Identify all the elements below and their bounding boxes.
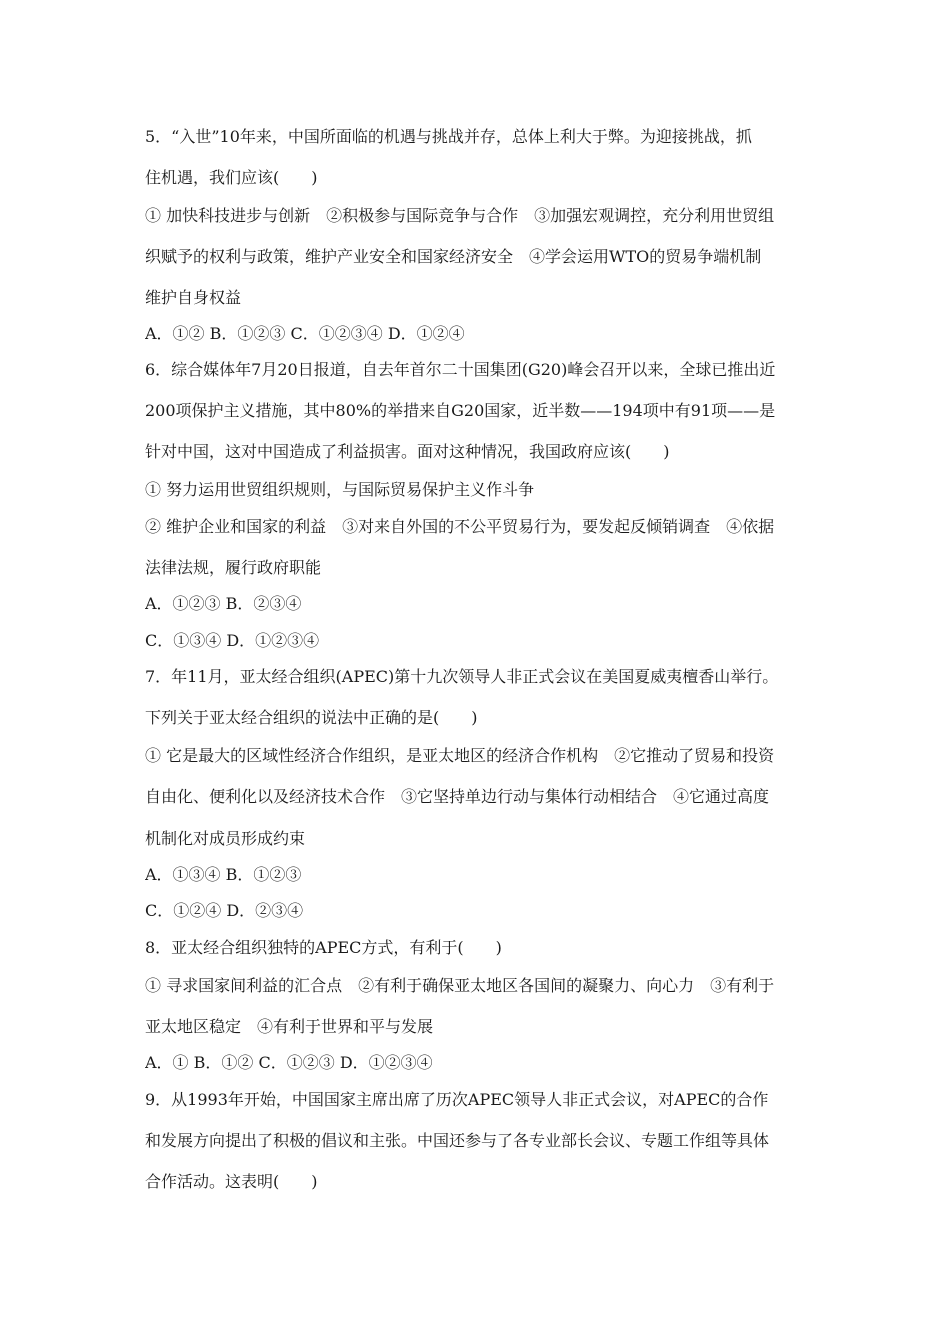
question-7-options-line-1: A．①③④ B．①②③ (145, 865, 302, 884)
question-5-stem-line-2: 住机遇，我们应该( ) (145, 168, 318, 187)
question-8-statements-line-1: ① 寻求国家间利益的汇合点 ②有利于确保亚太地区各国间的凝聚力、向心力 ③有利于 (145, 976, 775, 995)
question-9-stem-line-2: 和发展方向提出了积极的倡议和主张。中国还参与了各专业部长会议、专题工作组等具体 (145, 1131, 770, 1150)
question-8-statements-line-2: 亚太地区稳定 ④有利于世界和平与发展 (145, 1017, 434, 1036)
question-7-statements-line-2: 自由化、便利化以及经济技术合作 ③它坚持单边行动与集体行动相结合 ④它通过高度 (145, 787, 770, 806)
question-5-statements-line-3: 维护自身权益 (145, 288, 242, 307)
question-8-options: A．① B．①② C．①②③ D．①②③④ (145, 1053, 433, 1072)
question-5-statements-line-1: ① 加快科技进步与创新 ②积极参与国际竞争与合作 ③加强宏观调控，充分利用世贸组 (145, 206, 775, 225)
question-6-statements-line-2: ② 维护企业和国家的利益 ③对来自外国的不公平贸易行为，要发起反倾销调查 ④依据 (145, 517, 775, 536)
question-7-stem-line-1: 7．年11月，亚太经合组织(APEC)第十九次领导人非正式会议在美国夏威夷檀香山举行。 (145, 667, 779, 686)
question-7-statements-line-3: 机制化对成员形成约束 (145, 829, 306, 848)
question-9-stem-line-3: 合作活动。这表明( ) (145, 1172, 318, 1191)
question-7-statements-line-1: ① 它是最大的区域性经济合作组织，是亚太地区的经济合作机构 ②它推动了贸易和投资 (145, 746, 775, 765)
question-6-stem-line-3: 针对中国，这对中国造成了利益损害。面对这种情况，我国政府应该( ) (145, 442, 670, 461)
question-6-stem-line-1: 6．综合媒体年7月20日报道，自去年首尔二十国集团(G20)峰会召开以来，全球已推出近 (145, 360, 776, 379)
question-7-options-line-2: C．①②④ D．②③④ (145, 901, 304, 920)
question-5-options: A．①② B．①②③ C．①②③④ D．①②④ (145, 324, 465, 343)
question-5-statements-line-2: 织赋予的权利与政策，维护产业安全和国家经济安全 ④学会运用WTO的贸易争端机制 (145, 247, 762, 266)
question-9-stem-line-1: 9．从1993年开始，中国国家主席出席了历次APEC领导人非正式会议，对APEC的合作 (145, 1090, 769, 1109)
question-7-stem-line-2: 下列关于亚太经合组织的说法中正确的是( ) (145, 708, 478, 727)
question-6-statements-line-3: 法律法规，履行政府职能 (145, 558, 322, 577)
question-8-stem: 8．亚太经合组织独特的APEC方式，有利于( ) (145, 938, 502, 957)
question-6-statements-line-1: ① 努力运用世贸组织规则，与国际贸易保护主义作斗争 (145, 480, 535, 499)
question-6-stem-line-2: 200项保护主义措施，其中80%的举措来自G20国家，近半数——194项中有91项——是 (145, 401, 776, 420)
question-6-options-line-1: A．①②③ B．②③④ (145, 594, 302, 613)
question-5-stem-line-1: 5．“入世”10年来，中国所面临的机遇与挑战并存，总体上利大于弊。为迎接挑战，抓 (145, 127, 752, 146)
question-6-options-line-2: C．①③④ D．①②③④ (145, 631, 320, 650)
